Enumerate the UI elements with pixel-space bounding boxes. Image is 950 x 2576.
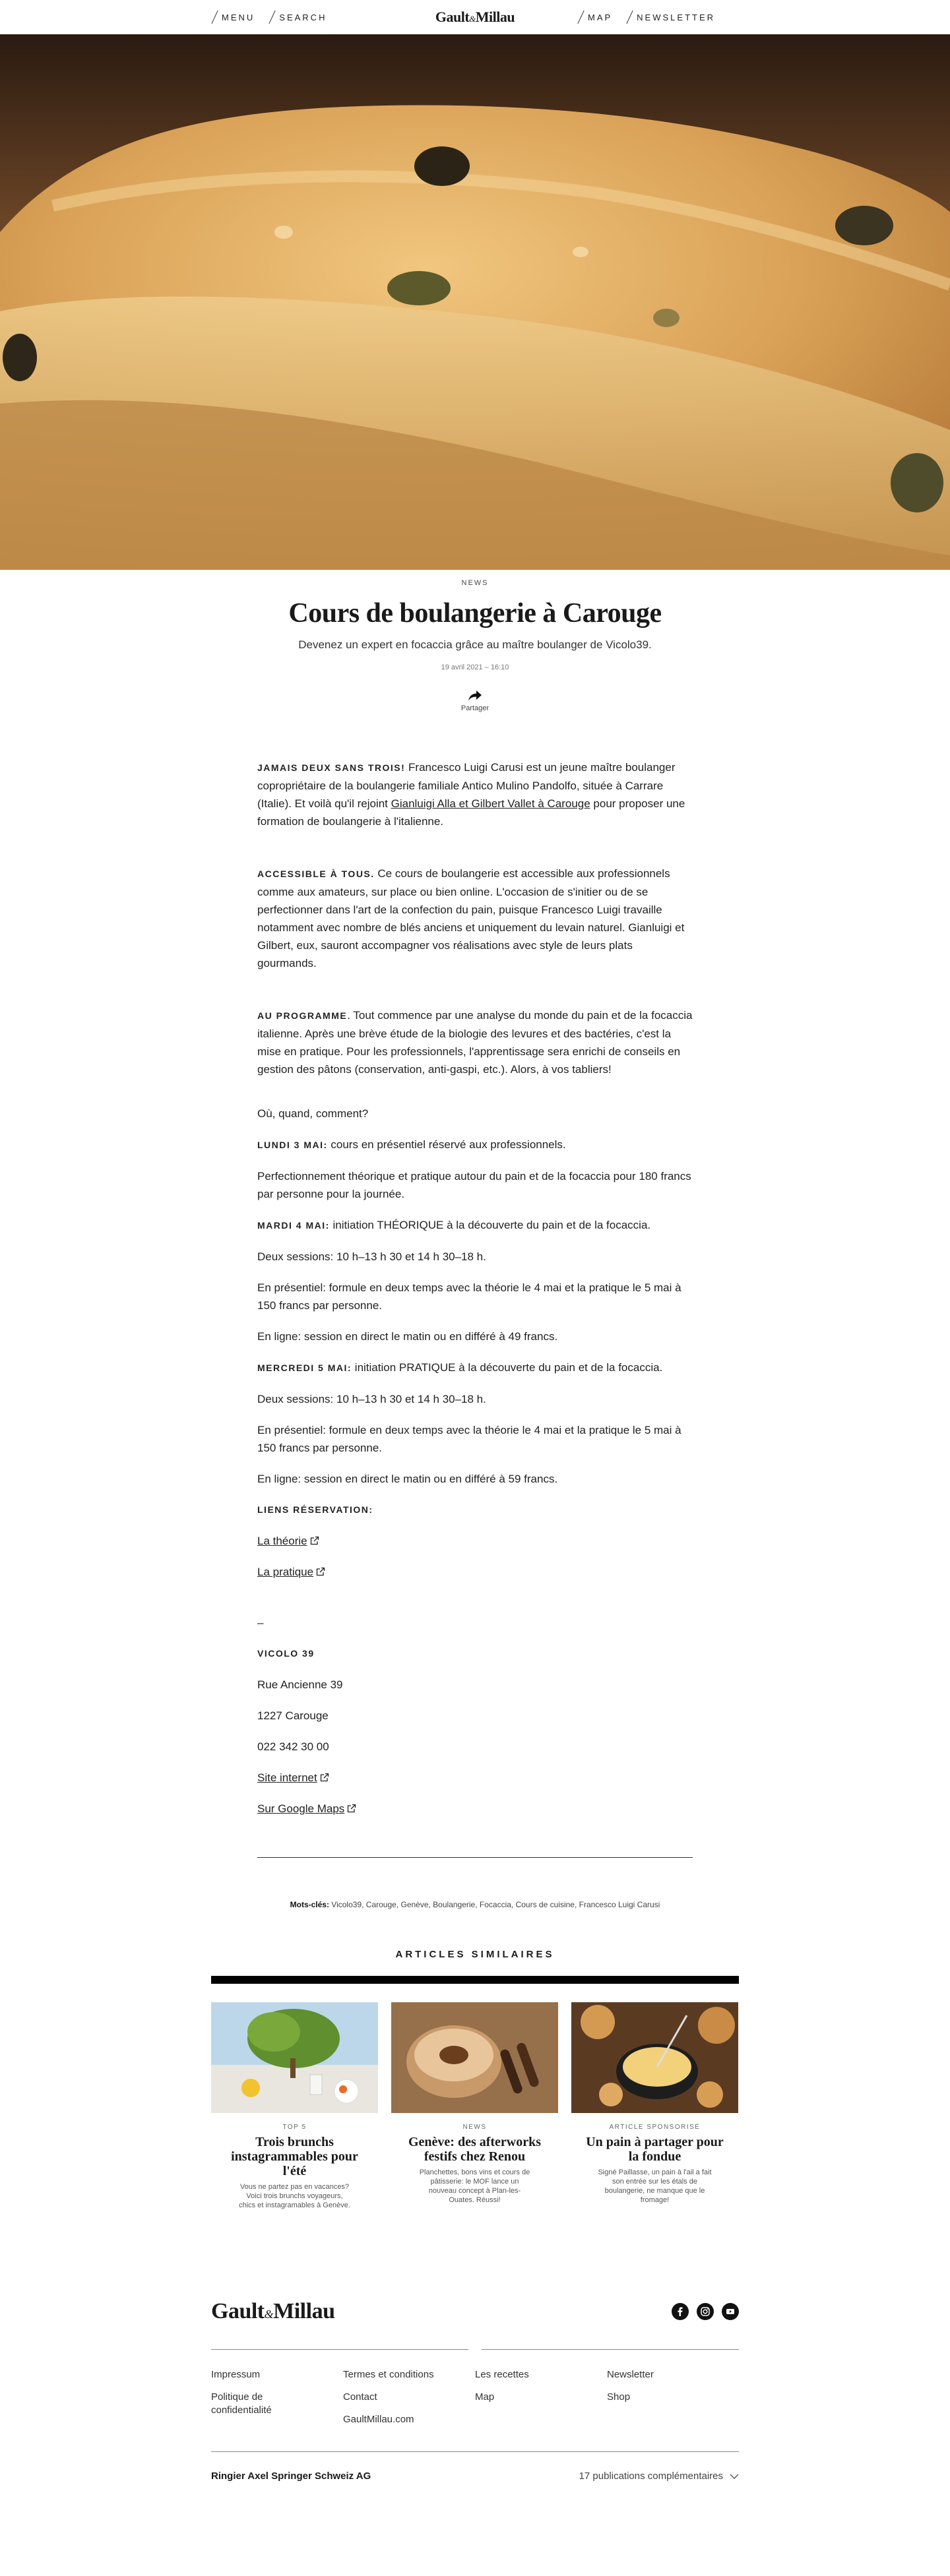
day-lead: LUNDI 3 MAI:: [257, 1140, 328, 1150]
footer-divider: [211, 2451, 739, 2452]
footer-bottom: [211, 2470, 739, 2482]
share-label: Partager: [460, 704, 490, 712]
card-title: Trois brunchs instagrammables pour l'été: [231, 2135, 358, 2178]
logo-amp: &: [469, 14, 476, 24]
contact-link[interactable]: Contact: [343, 2391, 377, 2403]
nav-left: [214, 0, 327, 34]
share-icon: [468, 690, 482, 702]
day3-online: En ligne: session en direct le matin ou en différé à 59 francs.: [257, 1473, 558, 1485]
booking-practice-link[interactable]: La pratique: [257, 1566, 314, 1578]
day2: [257, 1216, 693, 1235]
site-footer: [211, 2299, 739, 2501]
day-lead: MERCREDI 5 MAI:: [257, 1363, 352, 1373]
slash-icon: [269, 11, 276, 24]
logo-text: Gault: [211, 2299, 265, 2323]
day2-online: En ligne: session en direct le matin ou en différé à 49 francs.: [257, 1330, 558, 1343]
social-links: [672, 2303, 739, 2320]
chefs-link[interactable]: Gianluigi Alla et Gilbert Vallet à Carouge: [391, 797, 590, 810]
menu-button[interactable]: [214, 10, 255, 24]
footer-links: [211, 2368, 739, 2436]
related-title: ARTICLES SIMILAIRES: [395, 1949, 555, 1960]
paragraph-intro: [257, 758, 693, 830]
card-kicker: TOP 5: [282, 2124, 307, 2131]
youtube-icon[interactable]: [722, 2303, 739, 2320]
article-date: 19 avril 2021 – 16:10: [441, 663, 509, 671]
publications-dropdown[interactable]: [579, 2470, 739, 2482]
shop-link[interactable]: Shop: [607, 2391, 631, 2403]
paragraph-lead: JAMAIS DEUX SANS TROIS!: [257, 762, 406, 773]
newsletter-label: NEWSLETTER: [637, 12, 716, 22]
slash-icon: [211, 11, 218, 24]
facebook-icon[interactable]: [672, 2303, 689, 2320]
paragraph-access: [257, 865, 693, 972]
paragraph-program: [257, 1006, 693, 1078]
day3-sessions: Deux sessions: 10 h–13 h 30 et 14 h 30–18 h.: [257, 1393, 486, 1405]
article-body: [257, 758, 693, 1818]
booking-theory-link[interactable]: La théorie: [257, 1535, 307, 1547]
day-text: initiation PRATIQUE à la découverte du pain et de la focaccia.: [352, 1361, 663, 1374]
keywords-label: Mots-clés:: [290, 1900, 329, 1909]
nav-right: [581, 0, 715, 34]
impressum-link[interactable]: Impressum: [211, 2369, 261, 2380]
paragraph-text: Ce cours de boulangerie est accessible aux professionnels comme aux amateurs, sur place ou bien online. L'occasion de s'initier ou de se perfectionner dans l'art de la confection du pain, puisque Francesco Luigi travaille notamment avec nombre de blés anciens et uniquement du levain naturel. Gianluigi et Gilbert, eux, sauront accompagner vos réalisations avec style de leurs plats gourmands.: [257, 867, 685, 969]
privacy-link[interactable]: Politique de confidentialité: [211, 2391, 272, 2416]
card-title: Genève: des afterworks festifs chez Renou: [408, 2135, 542, 2164]
day2-sessions: Deux sessions: 10 h–13 h 30 et 14 h 30–18 h.: [257, 1250, 486, 1263]
logo-text-end: Millau: [273, 2299, 335, 2323]
related-articles: [211, 1949, 739, 2210]
related-card[interactable]: [571, 2002, 738, 2210]
card-description: Planchettes, bons vins et cours de pâtisserie: le MOF lance un nouveau concept à Plan-les-Ouates. Réussi!: [419, 2168, 530, 2204]
day3-presentiel: En présentiel: formule en deux temps avec la théorie le 4 mai et la pratique le 5 mai à 150 francs par personne.: [257, 1424, 681, 1454]
external-link-icon: [347, 1804, 356, 1813]
terms-link[interactable]: Termes et conditions: [343, 2369, 434, 2380]
article-subtitle: Devenez un expert en focaccia grâce au maître boulanger de Vicolo39.: [298, 638, 652, 651]
card-image-fondue: [571, 2002, 738, 2113]
share-button[interactable]: [461, 690, 489, 712]
map-label: MAP: [588, 12, 613, 22]
separator-dash: –: [257, 1616, 264, 1629]
instagram-icon[interactable]: [697, 2303, 714, 2320]
footer-col-1: [211, 2368, 343, 2436]
related-card[interactable]: [391, 2002, 558, 2210]
booking-theory-row: [257, 1532, 693, 1550]
card-image-brunch: [211, 2002, 378, 2113]
venue-maps-link[interactable]: Sur Google Maps: [257, 1802, 345, 1815]
publications-label: 17 publications complémentaires: [579, 2470, 723, 2482]
related-card[interactable]: [211, 2002, 378, 2210]
keywords-list[interactable]: Vicolo39, Carouge, Genève, Boulangerie, Focaccia, Cours de cuisine, Francesco Luigi Carusi: [329, 1900, 660, 1909]
site-header: [0, 0, 950, 34]
logo-text-end: Millau: [475, 9, 515, 25]
site-logo[interactable]: [435, 9, 515, 26]
booking-links-heading: LIENS RÉSERVATION:: [257, 1504, 373, 1515]
focaccia-illustration: [0, 34, 950, 570]
day-text: initiation THÉORIQUE à la découverte du pain et de la focaccia.: [329, 1219, 651, 1231]
footer-logo[interactable]: [211, 2299, 334, 2324]
gaultmillau-com-link[interactable]: GaultMillau.com: [343, 2414, 414, 2425]
company-name: Ringier Axel Springer Schweiz AG: [211, 2470, 371, 2482]
card-description: Signé Paillasse, un pain à l'ail a fait son entrée sur les étals de boulangerie, ne manque que le fromage!: [598, 2168, 712, 2204]
footer-map-link[interactable]: Map: [475, 2391, 495, 2403]
menu-label: MENU: [222, 12, 255, 22]
card-description: Vous ne partez pas en vacances? Voici trois brunchs voyageurs, chics et instagramables à Genève.: [239, 2183, 350, 2209]
day2-presentiel: En présentiel: formule en deux temps avec la théorie le 4 mai et la pratique le 5 mai à 150 francs par personne.: [257, 1281, 681, 1312]
footer-col-3: [475, 2368, 607, 2436]
external-link-icon: [316, 1567, 325, 1576]
footer-rules: [211, 2349, 739, 2350]
logo-text: Gault: [435, 9, 470, 25]
venue-street: Rue Ancienne 39: [257, 1678, 343, 1691]
chevron-down-icon: [730, 2474, 739, 2479]
hero-image: [0, 34, 950, 570]
day-lead: MARDI 4 MAI:: [257, 1220, 330, 1231]
venue-website-link[interactable]: Site internet: [257, 1771, 317, 1784]
keywords: [0, 1900, 950, 1909]
venue-phone: 022 342 30 00: [257, 1740, 329, 1753]
paragraph-lead: AU PROGRAMME: [257, 1010, 348, 1021]
card-image-afterwork: [391, 2002, 558, 2113]
paragraph-text: . Tout commence par une analyse du monde du pain et de la focaccia italienne. Après une brève étude de la biologie des levures et des bactéries, c'est la mise en pratique. Pour les professionnels, l'apprentissage sera enrichi de conseils en gestion des pâtons (conservation, anti-gaspi, etc.). Alors, à vos tabliers!: [257, 1009, 693, 1076]
venue-site-row: [257, 1769, 693, 1787]
paragraph-lead: ACCESSIBLE À TOUS.: [257, 869, 375, 879]
newsletter-link[interactable]: [629, 10, 715, 24]
venue-name: VICOLO 39: [257, 1648, 315, 1659]
paragraph-text-end: pour proposer une formation de boulangerie à l'italienne.: [257, 797, 685, 828]
article-title: Cours de boulangerie à Carouge: [288, 598, 662, 629]
slash-icon: [577, 11, 584, 24]
external-link-icon: [320, 1773, 329, 1782]
fondue-illustration: [571, 2002, 738, 2113]
logo-amp: &: [264, 2308, 274, 2321]
day1-detail: Perfectionnement théorique et pratique autour du pain et de la focaccia pour 180 francs par personne pour la journée.: [257, 1170, 691, 1200]
article-kicker: NEWS: [461, 579, 489, 587]
search-label: SEARCH: [279, 12, 327, 22]
card-kicker: ARTICLE SPONSORISÉ: [609, 2124, 701, 2131]
search-button[interactable]: [272, 10, 327, 24]
tags-divider: [257, 1857, 693, 1858]
external-link-icon: [310, 1536, 319, 1545]
slash-icon: [627, 11, 633, 24]
related-cards: [211, 2002, 739, 2210]
where-heading: Où, quand, comment?: [257, 1107, 369, 1120]
map-link[interactable]: [581, 10, 612, 24]
booking-practice-row: [257, 1563, 693, 1581]
card-title: Un pain à partager pour la fondue: [586, 2135, 724, 2164]
day1: [257, 1136, 693, 1154]
venue-city: 1227 Carouge: [257, 1709, 329, 1722]
footer-col-2: [343, 2368, 475, 2436]
footer-newsletter-link[interactable]: Newsletter: [607, 2369, 654, 2380]
article-header: [0, 570, 950, 712]
card-kicker: NEWS: [462, 2124, 487, 2131]
pastry-illustration: [391, 2002, 558, 2113]
footer-top: [211, 2299, 739, 2324]
related-bar: [211, 1976, 739, 1984]
day-text: cours en présentiel réservé aux professionnels.: [327, 1138, 566, 1151]
brunch-illustration: [211, 2002, 378, 2113]
day3: [257, 1359, 693, 1377]
recipes-link[interactable]: Les recettes: [475, 2369, 529, 2380]
footer-col-4: [607, 2368, 739, 2436]
venue-maps-row: [257, 1800, 693, 1818]
paragraph-text: Francesco Luigi Carusi est un jeune maître boulanger copropriétaire de la boulangerie familiale Antico Mulino Pandolfo, située à Carrare (Italie). Et voilà qu'il rejoint: [257, 761, 676, 810]
